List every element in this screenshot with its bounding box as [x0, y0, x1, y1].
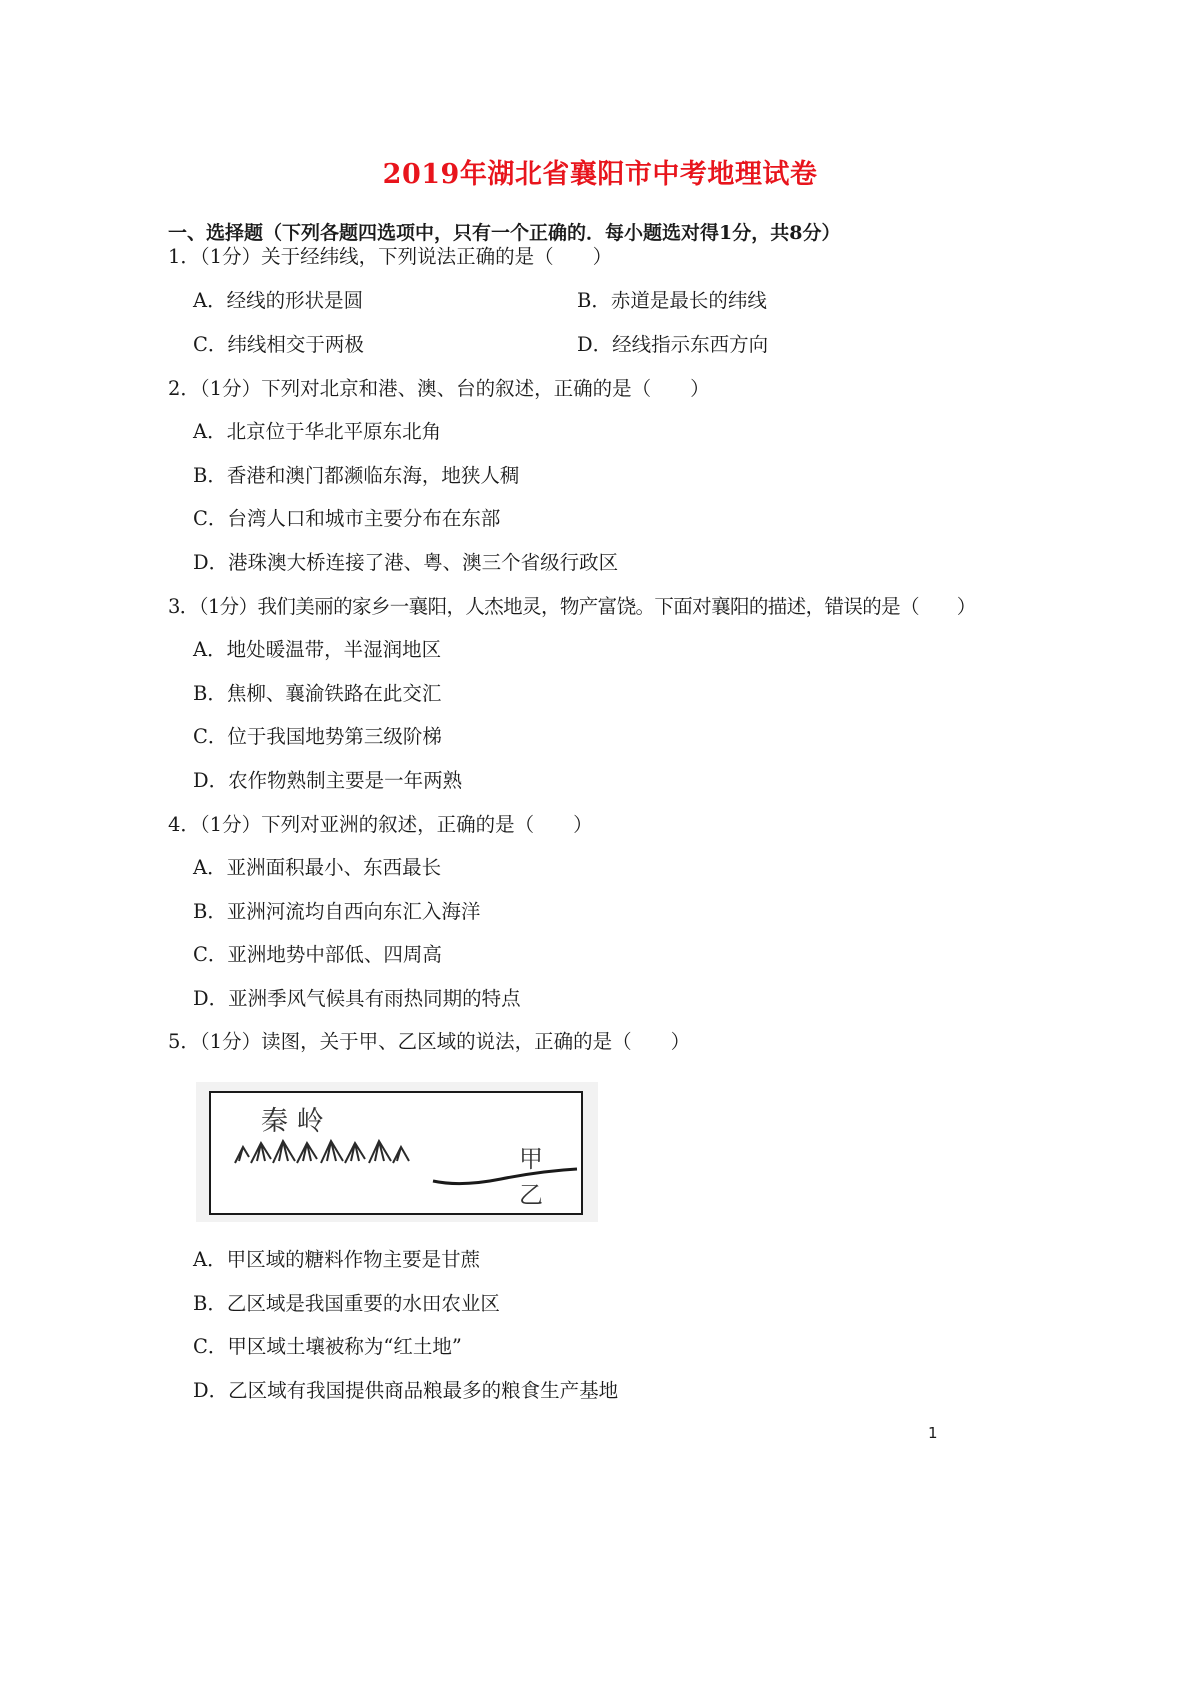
question-4-option-c: C．亚洲地势中部低、四周高: [193, 943, 442, 966]
question-2-option-d: D．港珠澳大桥连接了港、粤、澳三个省级行政区: [193, 551, 619, 574]
page-number: 1: [928, 1424, 938, 1442]
question-5-option-a: A．甲区域的糖料作物主要是甘蔗: [193, 1248, 481, 1271]
question-2-option-b: B．香港和澳门都濒临东海，地狭人稠: [193, 464, 520, 487]
question-1-option-a: A．经线的形状是圆: [193, 289, 364, 312]
question-2-option-a: A．北京位于华北平原东北角: [193, 420, 442, 443]
question-4-option-d: D．亚洲季风气候具有雨热同期的特点: [193, 987, 521, 1010]
question-1-stem: 1．（1分）关于经纬线，下列说法正确的是（ ）: [168, 245, 613, 268]
question-1-option-c: C．纬线相交于两极: [193, 333, 364, 356]
question-2-option-c: C．台湾人口和城市主要分布在东部: [193, 507, 501, 530]
boundary-line: [431, 1161, 581, 1187]
question-5-option-b: B．乙区域是我国重要的水田农业区: [193, 1292, 500, 1315]
question-3-stem: 3．（1分）我们美丽的家乡一襄阳，人杰地灵，物产富饶。下面对襄阳的描述，错误的是（ ）: [168, 595, 976, 618]
question-2-stem: 2．（1分）下列对北京和港、澳、台的叙述，正确的是（ ）: [168, 377, 710, 400]
page-title: 2019年湖北省襄阳市中考地理试卷: [382, 159, 818, 190]
question-5-option-c: C．甲区域土壤被称为“红土地”: [193, 1335, 462, 1358]
question-3-option-a: A．地处暖温带，半湿润地区: [193, 638, 442, 661]
region-jia-label: 甲: [519, 1145, 543, 1173]
question-4-option-a: A．亚洲面积最小、东西最长: [193, 856, 442, 879]
mountain-range-icon: [233, 1133, 413, 1167]
question-5-option-d: D．乙区域有我国提供商品粮最多的粮食生产基地: [193, 1379, 619, 1402]
region-yi-label: 乙: [519, 1181, 543, 1209]
question-4-stem: 4．（1分）下列对亚洲的叙述，正确的是（ ）: [168, 813, 593, 836]
qinling-map-figure: [196, 1082, 598, 1222]
qinling-label: 秦 岭: [261, 1106, 324, 1137]
question-5-stem: 5．（1分）读图，关于甲、乙区域的说法，正确的是（ ）: [168, 1030, 691, 1053]
question-3-option-c: C．位于我国地势第三级阶梯: [193, 725, 442, 748]
question-1-option-b: B．赤道是最长的纬线: [577, 289, 767, 312]
question-4-option-b: B．亚洲河流均自西向东汇入海洋: [193, 900, 481, 923]
question-3-option-b: B．焦柳、襄渝铁路在此交汇: [193, 682, 442, 705]
question-3-option-d: D．农作物熟制主要是一年两熟: [193, 769, 463, 792]
section-heading: 一、选择题（下列各题四选项中，只有一个正确的．每小题选对得1分，共8分）: [168, 222, 841, 244]
map-frame: [209, 1091, 583, 1215]
question-1-option-d: D．经线指示东西方向: [577, 333, 769, 356]
